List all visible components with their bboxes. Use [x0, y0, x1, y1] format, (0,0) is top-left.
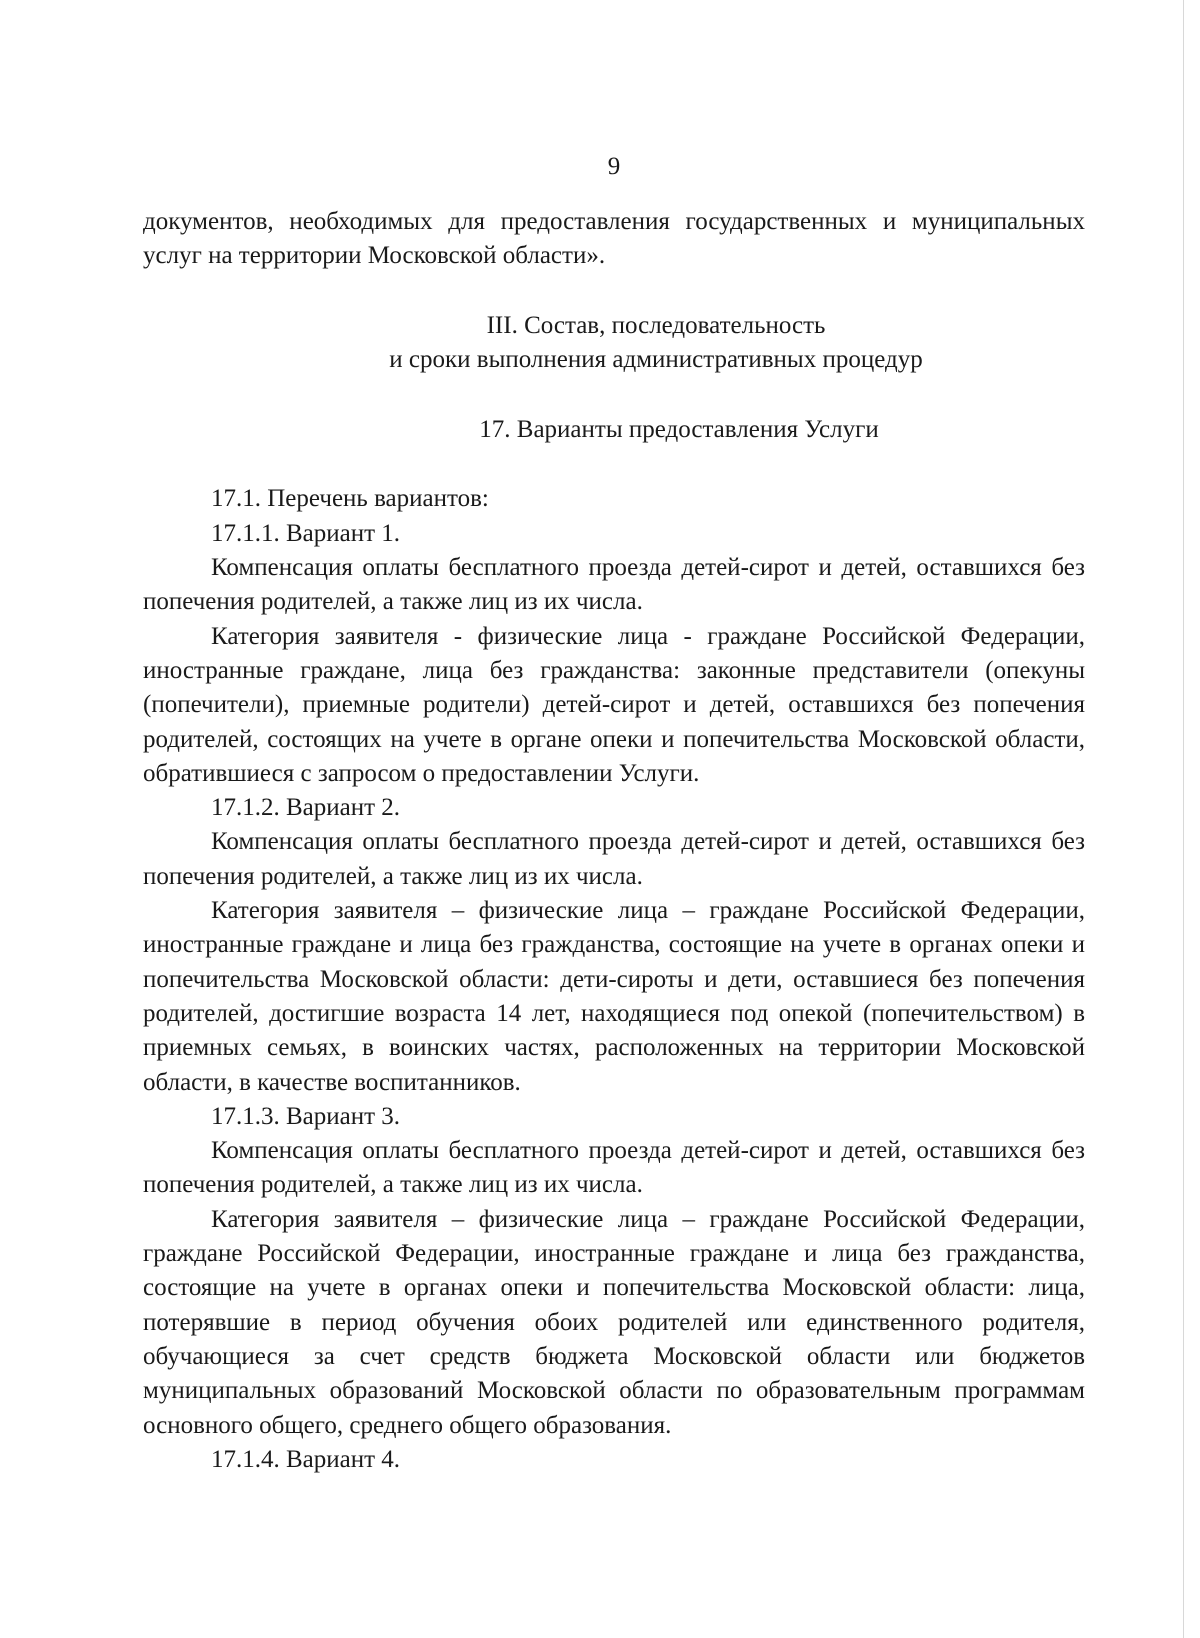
subsection-heading: 17. Варианты предоставления Услуги [479, 416, 879, 444]
paragraph-variant-2-service: Компенсация оплаты бесплатного проезда детей-сирот и детей, оставшихся без попечения родителей, а также лиц из их числа. [143, 828, 1085, 890]
section-heading-line1: III. Состав, последовательность [486, 311, 826, 339]
paragraph-variant-1-category: Категория заявителя - физические лица - граждане Российской Федерации, иностранные граждане, лица без гражданства: законные представители (опекуны (попечители), приемные родители) детей-сирот и детей, оставшихся без попечения родителей, состоящих на учете в органе опеки и попечительства Московской области, обратившиеся с запросом о предоставлении Услуги. [143, 622, 1085, 787]
paragraph-variant-2-category: Категория заявителя – физические лица – граждане Российской Федерации, иностранные граждане и лица без гражданства, состоящие на учете в органах опеки и попечительства Московской области: дети-сироты и дети, оставшиеся без попечения родителей, достигшие возраста 14 лет, находящиеся под опекой (попечительством) в приемных семьях, в воинских частях, расположенных на территории Московской области, в качестве воспитанников. [143, 897, 1085, 1096]
section-heading-line2: и сроки выполнения административных процедур [389, 345, 923, 373]
page-number: 9 [607, 153, 621, 180]
section-heading [143, 309, 1085, 378]
paragraph-variant-4-title: 17.1.4. Вариант 4. [211, 1445, 401, 1473]
intro-continuation: документов, необходимых для предоставления государственных и муниципальных услуг на территории Московской области». [143, 208, 1085, 270]
paragraph-variant-3-service: Компенсация оплаты бесплатного проезда детей-сирот и детей, оставшихся без попечения родителей, а также лиц из их числа. [143, 1137, 1085, 1199]
document-body [143, 205, 1085, 1477]
paragraph-variant-1-service: Компенсация оплаты бесплатного проезда детей-сирот и детей, оставшихся без попечения родителей, а также лиц из их числа. [143, 554, 1085, 616]
paragraph-variants-list: 17.1. Перечень вариантов: [211, 485, 489, 513]
paragraph-variant-3-title: 17.1.3. Вариант 3. [211, 1102, 401, 1130]
paragraph-variant-2-title: 17.1.2. Вариант 2. [211, 794, 401, 822]
page-edge-line [1183, 0, 1184, 1638]
paragraph-variant-3-category: Категория заявителя – физические лица – граждане Российской Федерации, граждане Российской Федерации, иностранные граждане и лица без гражданства, состоящие на учете в органах опеки и попечительства Московской области: лица, потерявшие в период обучения обоих родителей или единственного родителя, обучающиеся за счет средств бюджета Московской области или бюджетов муниципальных образований Московской области по образовательным программам основного общего, среднего общего образования. [143, 1205, 1085, 1439]
paragraph-variant-1-title: 17.1.1. Вариант 1. [211, 519, 401, 547]
